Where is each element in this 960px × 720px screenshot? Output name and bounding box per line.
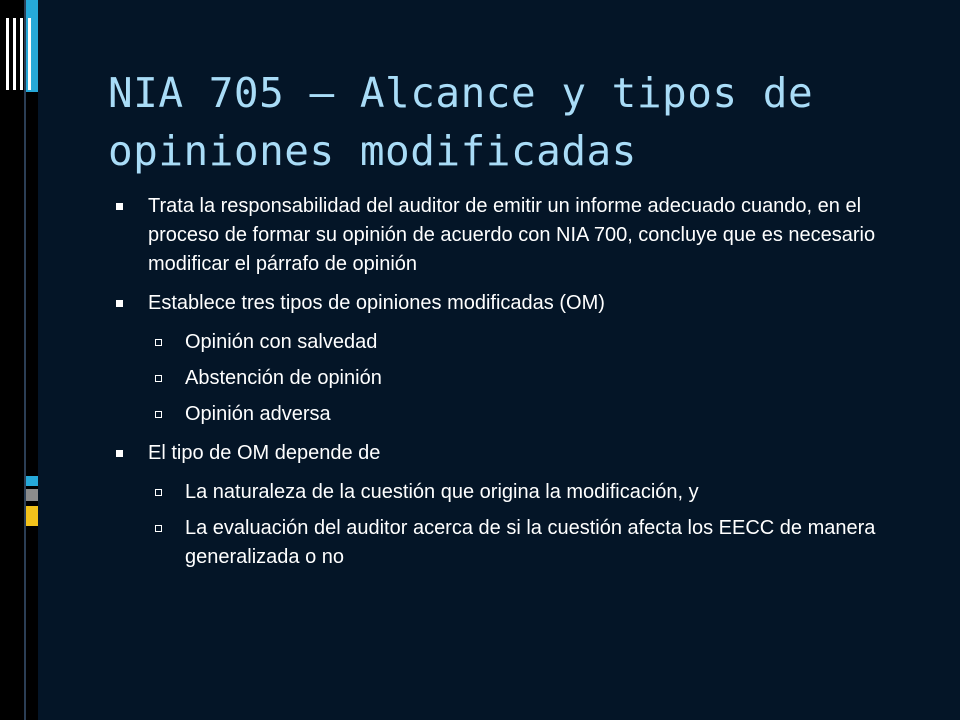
sub-bullet-text: Abstención de opinión [185, 367, 382, 389]
accent-block-yellow [26, 506, 38, 526]
bullet-group [112, 439, 912, 572]
left-decoration-band [0, 0, 38, 720]
bullet-item [112, 192, 912, 279]
sub-bullet-text: Opinión con salvedad [185, 331, 378, 353]
bullet-group [112, 289, 912, 429]
left-accent-line [24, 0, 26, 720]
sub-bullet-text: La evaluación del auditor acerca de si la cuestión afecta los EECC de manera generalizada o no [185, 517, 876, 568]
accent-block-cyan [26, 476, 38, 486]
square-bullet-icon [116, 300, 123, 307]
bullet-text: Trata la responsabilidad del auditor de emitir un informe adecuado cuando, en el proceso de formar su opinión de acuerdo con NIA 700, concluye que es necesario modificar el párrafo de opinión [148, 195, 876, 275]
sub-bullet-text: Opinión adversa [185, 403, 331, 425]
bullet-group [112, 192, 912, 279]
accent-block-gray [26, 489, 38, 501]
hollow-square-bullet-icon [155, 489, 162, 496]
square-bullet-icon [116, 203, 123, 210]
sub-bullet-item [112, 328, 912, 357]
sub-bullet-item [112, 478, 912, 507]
sub-bullet-item [112, 514, 912, 572]
hollow-square-bullet-icon [155, 339, 162, 346]
sub-bullet-text: La naturaleza de la cuestión que origina la modificación, y [185, 481, 699, 503]
vertical-bars-icon [4, 18, 34, 90]
bullet-item [112, 439, 912, 468]
bullet-item [112, 289, 912, 318]
slide-title: NIA 705 – Alcance y tipos de opiniones modificadas [108, 69, 814, 175]
slide-content [112, 192, 912, 582]
sub-bullet-item [112, 364, 912, 393]
hollow-square-bullet-icon [155, 411, 162, 418]
hollow-square-bullet-icon [155, 375, 162, 382]
square-bullet-icon [116, 450, 123, 457]
bullet-text: El tipo de OM depende de [148, 442, 381, 464]
hollow-square-bullet-icon [155, 525, 162, 532]
bullet-text: Establece tres tipos de opiniones modificadas (OM) [148, 292, 605, 314]
sub-bullet-item [112, 400, 912, 429]
